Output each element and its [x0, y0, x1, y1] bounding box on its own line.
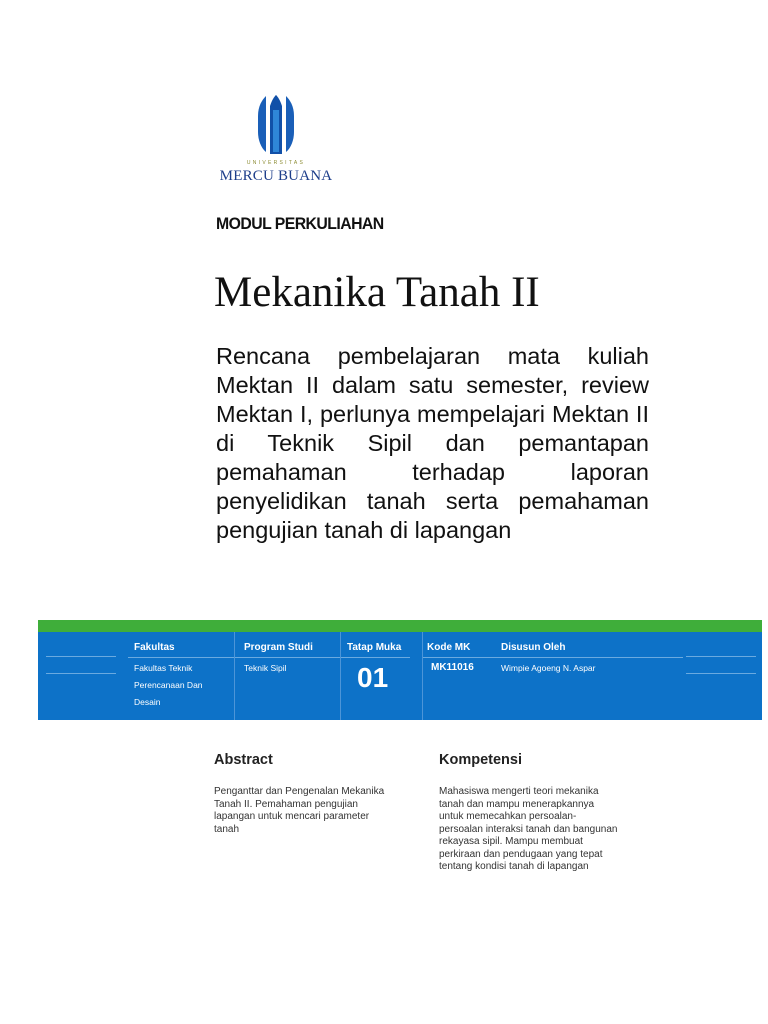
kompetensi-heading: Kompetensi: [439, 752, 522, 768]
university-label: UNIVERSITAS: [246, 160, 306, 166]
band-rule: [46, 673, 116, 674]
band-divider: [340, 632, 341, 720]
module-label: MODUL PERKULIAHAN: [216, 214, 384, 233]
program-studi-label: Program Studi: [244, 642, 313, 653]
band-rule: [423, 657, 683, 658]
band-rule: [686, 656, 756, 657]
university-name: MERCU BUANA: [219, 168, 333, 184]
abstract-text: Penganttar dan Pengenalan Mekanika Tanah II. Pemahaman pengujian lapangan untuk mencari parameter tanah: [214, 786, 385, 835]
program-studi-value: Teknik Sipil: [244, 663, 287, 673]
course-description: Rencana pembelajaran mata kuliah Mektan II dalam satu semester, review Mektan I, perlunya mempelajari Mektan II di Teknik Sipil dan pemantapan pemahaman terhadap laporan penyelidikan tanah serta pemahaman pengujian tanah di lapangan: [216, 343, 649, 543]
fakultas-value: Fakultas Teknik Perencanaan Dan Desain: [134, 663, 203, 707]
abstract-heading: Abstract: [214, 752, 273, 768]
kode-mk-label: Kode MK: [427, 642, 471, 653]
disusun-oleh-value: Wimpie Agoeng N. Aspar: [501, 663, 596, 673]
disusun-oleh-label: Disusun Oleh: [501, 642, 566, 653]
band-divider: [422, 632, 423, 720]
university-logo: [214, 88, 338, 196]
band-rule: [46, 656, 116, 657]
band-rule: [128, 657, 410, 658]
kompetensi-text: Mahasiswa mengerti teori mekanika tanah dan mampu menerapkannya untuk memecahkan persoalan- persoalan interaksi tanah dan bangunan rekayasa sipil. Mampu membuat perkiraan dan pendugaan yang tepat tentang kondisi tanah di lapangan: [439, 786, 618, 872]
fakultas-label: Fakultas: [134, 642, 175, 653]
band-divider: [234, 632, 235, 720]
page-title: Mekanika Tanah II: [214, 269, 540, 316]
kode-mk-value: MK11016: [431, 662, 474, 673]
tatap-muka-value: 01: [357, 662, 389, 693]
tatap-muka-label: Tatap Muka: [347, 642, 402, 653]
mercu-buana-emblem-icon: [254, 94, 298, 156]
band-rule: [686, 673, 756, 674]
